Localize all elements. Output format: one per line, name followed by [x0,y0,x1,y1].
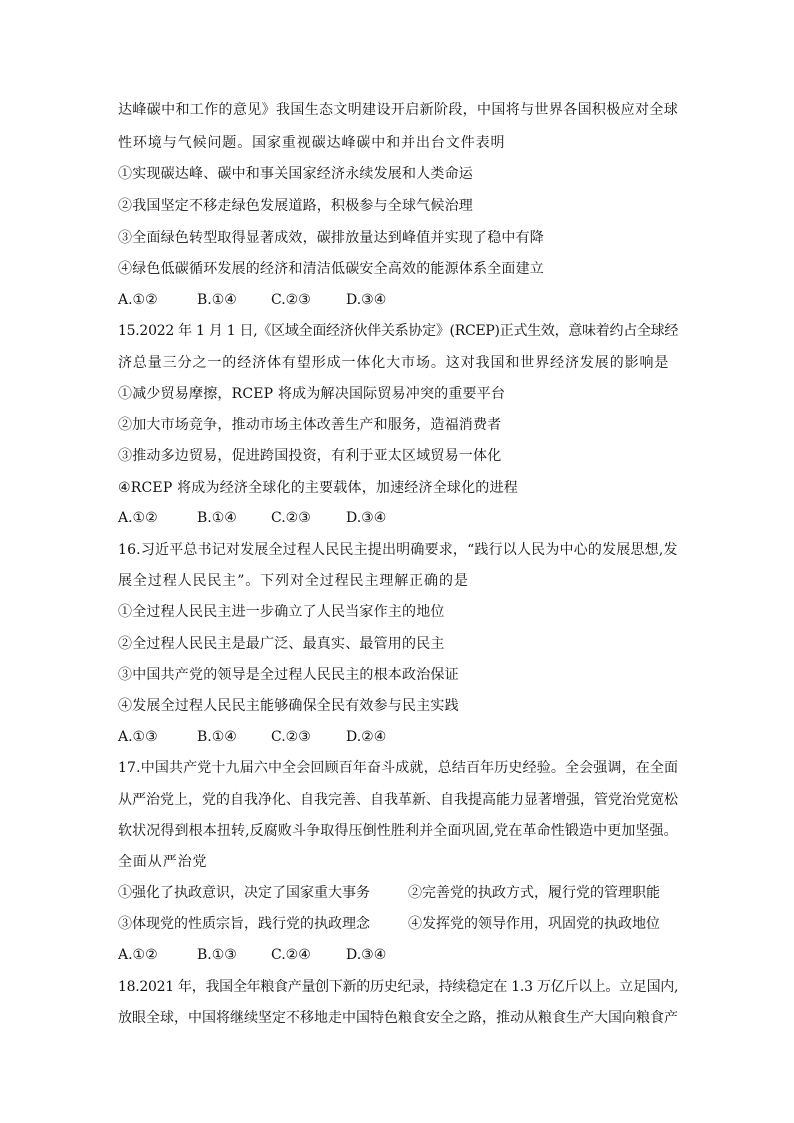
q14-option-2: ②我国坚定不移走绿色发展道路，积极参与全球气候治理 [118,198,473,214]
q15-option-3: ③推动多边贸易，促进跨国投资，有利于亚太区域贸易一体化 [118,448,502,464]
q14-option-3: ③全面绿色转型取得显著成效，碳排放量达到峰值并实现了稳中有降 [118,230,544,246]
q16-choice-b: B.①④ [197,729,237,745]
q17-choice-d: D.③④ [346,947,387,963]
q18-stem-line-1: 18.2021 年，我国全年粮食产量创下新的历史纪录，持续稳定在 1.3 万亿斤以上。立足国内, [118,979,679,995]
q15-option-1: ①减少贸易摩擦，RCEP 将成为解决国际贸易冲突的重要平台 [118,386,506,402]
q17-choice-c: C.②④ [271,947,311,963]
q17-stem-line-3: 软状况得到根本扭转,反腐败斗争取得压倒性胜利并全面巩固,党在革命性锻造中更加坚强。 [118,823,678,839]
q17-option-1: ①强化了执政意识，决定了国家重大事务 [118,885,370,901]
q14-stem-line-1: 达峰碳中和工作的意见》我国生态文明建设开启新阶段，中国将与世界各国积极应对全球 [118,102,679,118]
q16-choice-c: C.②③ [271,729,311,745]
q16-stem-line-1: 16.习近平总书记对发展全过程人民民主提出明确要求，“践行以人民为中心的发展思想,发 [118,542,678,558]
q17-option-4: ④发挥党的领导作用，巩固党的执政地位 [408,916,660,932]
q14-option-1: ①实现碳达峰、碳中和事关国家经济永续发展和人类命运 [118,166,473,182]
q17-stem-line-1: 17.中国共产党十九届六中全会回顾百年奋斗成就，总结百年历史经验。全会强调，在全面 [118,760,679,776]
q16-choice-d: D.②④ [346,729,387,745]
q14-choice-b: B.①④ [197,292,237,308]
q16-option-3: ③中国共产党的领导是全过程人民民主的根本政治保证 [118,667,459,683]
q14-choice-c: C.②③ [271,292,311,308]
q15-option-4: ④RCEP 将成为经济全球化的主要载体，加速经济全球化的进程 [118,480,518,496]
q17-stem-line-2: 从严治党上，党的自我净化、自我完善、自我革新、自我提高能力显著增强，管党治党宽松 [118,792,678,808]
q17-stem-line-4: 全面从严治党 [118,854,208,870]
q15-stem-line-2: 济总量三分之一的经济体有望形成一体化大市场。这对我国和世界经济发展的影响是 [118,355,670,371]
q15-choice-c: C.②③ [271,510,311,526]
q14-stem-line-2: 性环境与气候问题。国家重视碳达峰碳中和并出台文件表明 [118,135,506,151]
q17-option-row-1 [118,883,678,903]
q16-stem-line-2: 展全过程人民民主”。下列对全过程民主理解正确的是 [118,573,469,589]
q15-stem-line-1: 15.2022 年 1 月 1 日,《区域全面经济伙伴关系协定》(RCEP)正式生效，意味着约占全球经 [118,323,679,339]
q17-choice-a: A.①② [118,947,158,963]
q14-choice-d: D.③④ [346,292,387,308]
q15-choice-b: B.①④ [197,510,237,526]
q15-choice-a: A.①② [118,510,158,526]
q16-option-1: ①全过程人民民主进一步确立了人民当家作主的地位 [118,604,445,620]
q17-option-row-2 [118,914,678,934]
q16-option-2: ②全过程人民民主是最广泛、最真实、最管用的民主 [118,636,445,652]
q14-option-4: ④绿色低碳循环发展的经济和清洁低碳安全高效的能源体系全面建立 [118,261,544,277]
q16-option-4: ④发展全过程人民民主能够确保全民有效参与民主实践 [118,698,459,714]
q14-choice-a: A.①② [118,292,158,308]
q17-choice-b: B.①③ [197,947,237,963]
q15-option-2: ②加大市场竞争，推动市场主体改善生产和服务，造福消费者 [118,417,502,433]
q16-choice-a: A.①③ [118,729,158,745]
q17-option-2: ②完善党的执政方式，履行党的管理职能 [408,885,660,901]
q17-option-3: ③体现党的性质宗旨，践行党的执政理念 [118,916,370,932]
q15-choice-d: D.③④ [346,510,387,526]
q18-stem-line-2: 放眼全球，中国将继续坚定不移地走中国特色粮食安全之路，推动从粮食生产大国向粮食产 [118,1010,678,1026]
